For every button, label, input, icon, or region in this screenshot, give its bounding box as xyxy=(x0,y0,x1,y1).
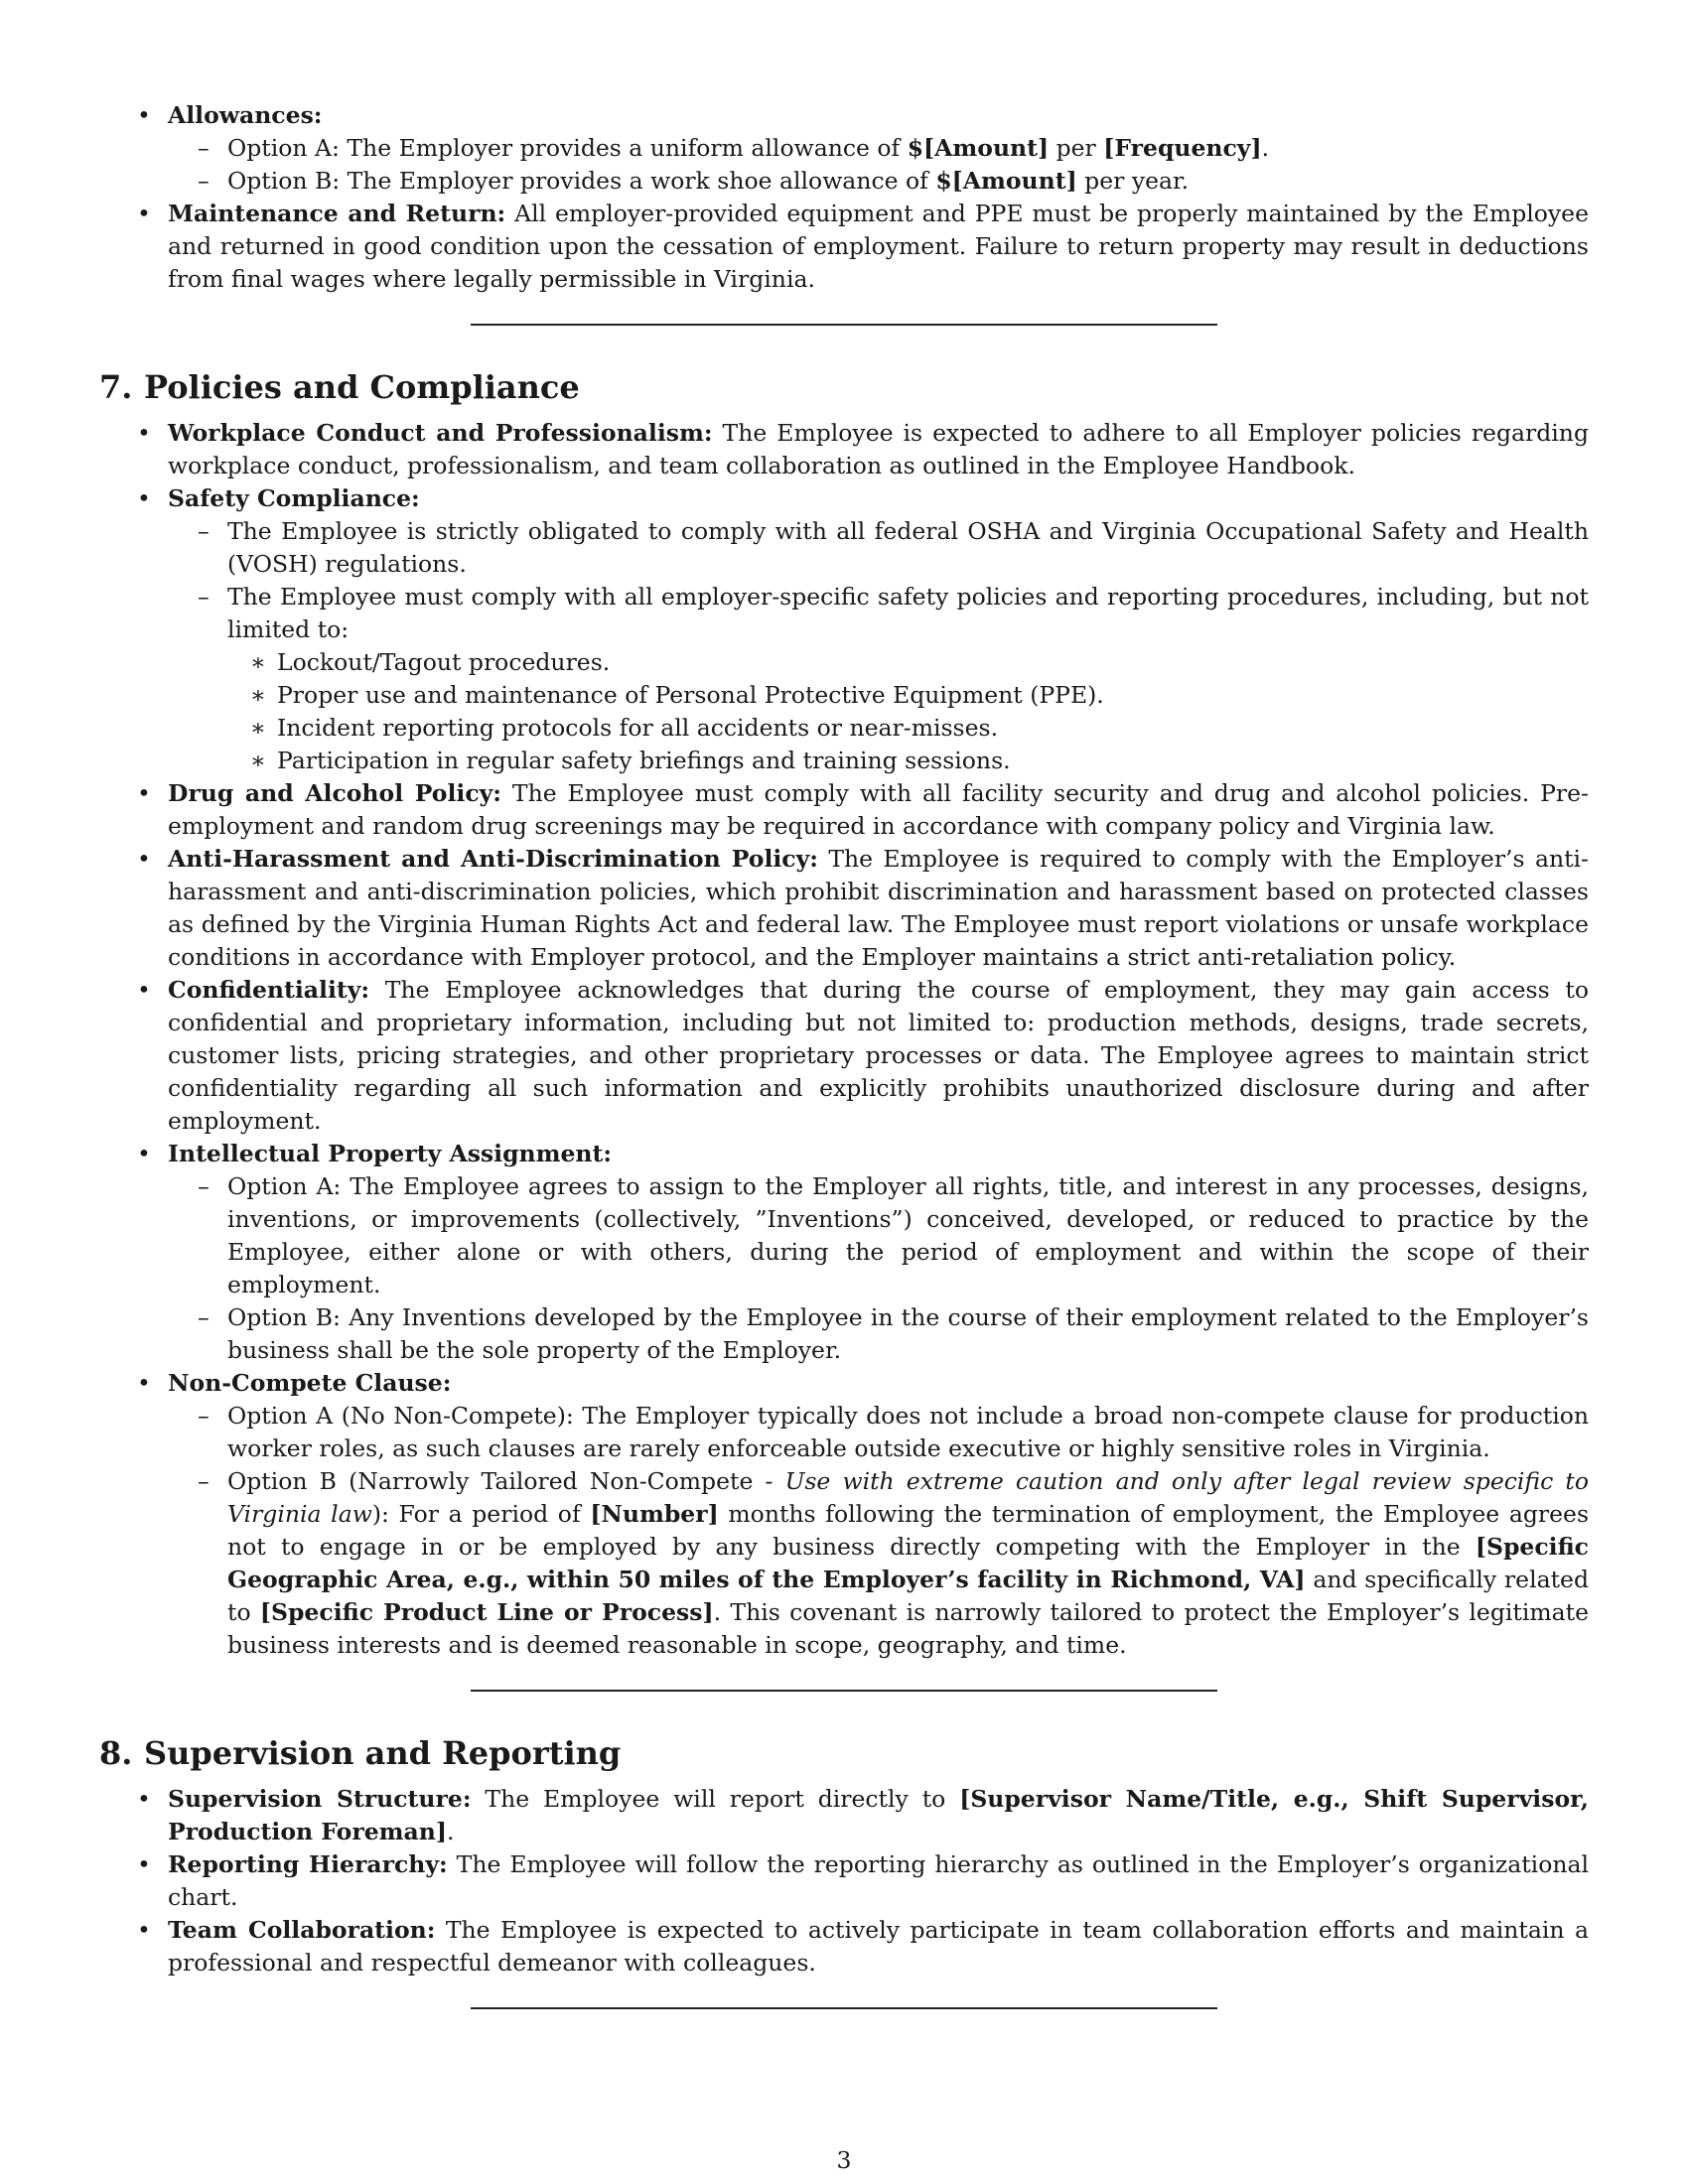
dash-icon: – xyxy=(198,1303,210,1331)
dash-icon: – xyxy=(198,1467,210,1495)
hierarchy-text: The Employee will follow the reporting hierarchy as outlined in the Employer’s organizational chart. xyxy=(168,1850,1589,1911)
text: The Employee must comply with all employer-specific safety policies and reporting procedures, including, but not limited to: xyxy=(227,583,1589,643)
bullet-icon: • xyxy=(137,484,151,512)
bullet-icon: • xyxy=(137,101,151,129)
divider xyxy=(471,324,1217,326)
section-8-list xyxy=(99,1783,1589,1979)
legal-caution-note: Use with extreme caution and only after legal review specific to Virginia law xyxy=(227,1467,1589,1528)
list-item-drug xyxy=(99,777,1589,843)
section-6-list xyxy=(99,99,1589,296)
text: per xyxy=(1049,134,1104,162)
text: Incident reporting protocols for all accidents or near-misses. xyxy=(277,714,999,742)
harassment-text: The Employee is required to comply with the Employer’s anti-harassment and anti-discrimination policies, which prohibit discrimination and harassment based on protected classes as defined by the Virginia Human Rights Act and federal law. The Employee must report violations or unsafe workplace conditions in accordance with Employer protocol, and the Employer maintains a strict anti-retaliation policy. xyxy=(168,845,1589,971)
number-placeholder: [Number] xyxy=(590,1500,719,1528)
confidentiality-text: The Employee acknowledges that during the course of employment, they may gain access to confidential and proprietary information, including but not limited to: production methods, designs, trade secrets, customer lists, pricing strategies, and other proprietary processes or data. The Employee agrees to maintain strict confidentiality regarding all such information and explicitly prohibits unauthorized disclosure during and after employment. xyxy=(168,976,1589,1135)
drug-label: Drug and Alcohol Policy: xyxy=(168,779,501,807)
text: months following the termination of employment, the Employee agrees not to engage in or be employed by any business directly competing with the Employer in the xyxy=(227,1500,1590,1561)
list-item-maintenance xyxy=(99,198,1589,296)
text: per year. xyxy=(1076,167,1190,195)
list-item-team-collaboration xyxy=(99,1914,1589,1979)
amount-placeholder: $[Amount] xyxy=(935,167,1077,195)
dash-icon: – xyxy=(198,167,210,195)
list-item-noncompete xyxy=(99,1367,1589,1662)
list-item-ip xyxy=(99,1138,1589,1367)
text: Lockout/Tagout procedures. xyxy=(277,648,611,676)
allowances-options xyxy=(168,132,1589,198)
section-title: Supervision and Reporting xyxy=(144,1734,622,1772)
team-label: Team Collaboration: xyxy=(168,1916,436,1944)
bullet-icon: • xyxy=(137,1785,151,1813)
list-item-safety xyxy=(99,482,1589,777)
bullet-icon: • xyxy=(137,1369,151,1397)
dash-icon: – xyxy=(198,583,210,611)
list-item-allowance-option-b xyxy=(168,165,1589,198)
list-item-ip-option-a xyxy=(168,1170,1589,1301)
list-item-allowance-option-a xyxy=(168,132,1589,165)
geographic-area-placeholder: [Specific Geographic Area, e.g., within 50 miles of the Employer’s facility in Richmond, VA] xyxy=(227,1533,1589,1593)
dash-icon: – xyxy=(198,1172,210,1200)
conduct-label: Workplace Conduct and Professionalism: xyxy=(168,419,713,447)
structure-text: The Employee will report directly to xyxy=(471,1785,960,1813)
text: Option A (No Non-Compete): The Employer typically does not include a broad non-compete clause for production worker roles, as such clauses are rarely enforceable outside executive or highly sensitive roles in Virginia. xyxy=(227,1402,1589,1462)
dash-icon: – xyxy=(198,517,210,545)
ip-label: Intellectual Property Assignment: xyxy=(168,1140,613,1167)
section-number: 8. xyxy=(99,1734,133,1772)
list-item-incident xyxy=(227,712,1589,745)
bullet-icon: • xyxy=(137,976,151,1004)
divider xyxy=(471,2007,1217,2009)
text: The Employee is strictly obligated to comply with all federal OSHA and Virginia Occupational Safety and Health (VOSH) regulations. xyxy=(227,517,1589,578)
text: Proper use and maintenance of Personal Protective Equipment (PPE). xyxy=(277,681,1104,709)
noncompete-label: Non-Compete Clause: xyxy=(168,1369,452,1397)
text: Option B (Narrowly Tailored Non-Compete - xyxy=(227,1467,785,1495)
section-number: 7. xyxy=(99,368,133,406)
safety-label: Safety Compliance: xyxy=(168,484,420,512)
asterisk-icon: ∗ xyxy=(250,714,266,742)
conduct-text: The Employee is expected to adhere to all Employer policies regarding workplace conduct, professionalism, and team collaboration as outlined in the Employee Handbook. xyxy=(168,419,1589,479)
asterisk-icon: ∗ xyxy=(250,747,266,774)
bullet-icon: • xyxy=(137,1140,151,1167)
harassment-label: Anti-Harassment and Anti-Discrimination Policy: xyxy=(168,845,818,873)
bullet-icon: • xyxy=(137,419,151,447)
list-item-safety-osha xyxy=(168,515,1589,581)
text: . This covenant is narrowly tailored to protect the Employer’s legitimate business interests and is deemed reasonable in scope, geography, and time. xyxy=(227,1598,1589,1659)
safety-sublist xyxy=(168,515,1589,777)
dash-icon: – xyxy=(198,1402,210,1430)
text: . xyxy=(446,1818,455,1845)
maintenance-text: All employer-provided equipment and PPE must be properly maintained by the Employee and returned in good condition upon the cessation of employment. Failure to return property may result in deductions from final wages where legally permissible in Virginia. xyxy=(168,200,1589,293)
dash-icon: – xyxy=(198,134,210,162)
list-item-allowances xyxy=(99,99,1589,198)
bullet-icon: • xyxy=(137,1916,151,1944)
structure-label: Supervision Structure: xyxy=(168,1785,472,1813)
list-item-supervision-structure xyxy=(99,1783,1589,1848)
list-item-harassment xyxy=(99,843,1589,974)
list-item-noncompete-option-b xyxy=(168,1465,1589,1662)
divider xyxy=(471,1690,1217,1692)
section-8-heading xyxy=(99,1733,1589,1773)
text: Option A: The Employee agrees to assign to the Employer all rights, title, and interest in any processes, designs, inventions, or improvements (collectively, ”Inventions”) conceived, developed, or reduced to practice by the Employee, either alone or with others, during the period of employment and within the scope of their employment. xyxy=(227,1172,1589,1298)
ip-options xyxy=(168,1170,1589,1367)
maintenance-label: Maintenance and Return: xyxy=(168,200,506,227)
asterisk-icon: ∗ xyxy=(250,681,266,709)
list-item-conduct xyxy=(99,417,1589,482)
text: Option A: The Employer provides a uniform allowance of xyxy=(227,134,908,162)
page-content xyxy=(99,99,1589,2009)
list-item-ppe xyxy=(227,679,1589,712)
amount-placeholder: $[Amount] xyxy=(907,134,1050,162)
text: Option B: Any Inventions developed by the Employee in the course of their employment related to the Employer’s business shall be the sole property of the Employer. xyxy=(227,1303,1589,1364)
hierarchy-label: Reporting Hierarchy: xyxy=(168,1850,448,1878)
bullet-icon: • xyxy=(137,845,151,873)
product-line-placeholder: [Specific Product Line or Process] xyxy=(259,1598,714,1626)
asterisk-icon: ∗ xyxy=(250,648,266,676)
page-number: 3 xyxy=(836,2146,852,2174)
list-item-lockout xyxy=(227,646,1589,679)
team-text: The Employee is expected to actively participate in team collaboration efforts and maintain a professional and respectful demeanor with colleagues. xyxy=(168,1916,1589,1977)
confidentiality-label: Confidentiality: xyxy=(168,976,370,1004)
text: ): For a period of xyxy=(371,1500,591,1528)
drug-text: The Employee must comply with all facility security and drug and alcohol policies. Pre-employment and random drug screenings may be required in accordance with company policy and Virginia law. xyxy=(168,779,1590,840)
frequency-placeholder: [Frequency] xyxy=(1103,134,1262,162)
bullet-icon: • xyxy=(137,1850,151,1878)
noncompete-options xyxy=(168,1400,1589,1662)
list-item-noncompete-option-a xyxy=(168,1400,1589,1465)
section-7-list xyxy=(99,417,1589,1662)
safety-procedures-list xyxy=(227,646,1589,777)
list-item-ip-option-b xyxy=(168,1301,1589,1367)
text: and specifically related to xyxy=(227,1566,1589,1626)
allowances-label: Allowances: xyxy=(168,101,323,129)
list-item-briefings xyxy=(227,745,1589,777)
supervisor-placeholder: [Supervisor Name/Title, e.g., Shift Supervisor, Production Foreman] xyxy=(168,1785,1589,1845)
bullet-icon: • xyxy=(137,779,151,807)
text: Participation in regular safety briefings and training sessions. xyxy=(277,747,1011,774)
section-title: Policies and Compliance xyxy=(144,368,580,406)
list-item-safety-policies xyxy=(168,581,1589,777)
list-item-reporting-hierarchy xyxy=(99,1848,1589,1914)
text: Option B: The Employer provides a work shoe allowance of xyxy=(227,167,936,195)
section-7-heading xyxy=(99,367,1589,407)
text: . xyxy=(1261,134,1270,162)
list-item-confidentiality xyxy=(99,974,1589,1138)
bullet-icon: • xyxy=(137,200,151,227)
